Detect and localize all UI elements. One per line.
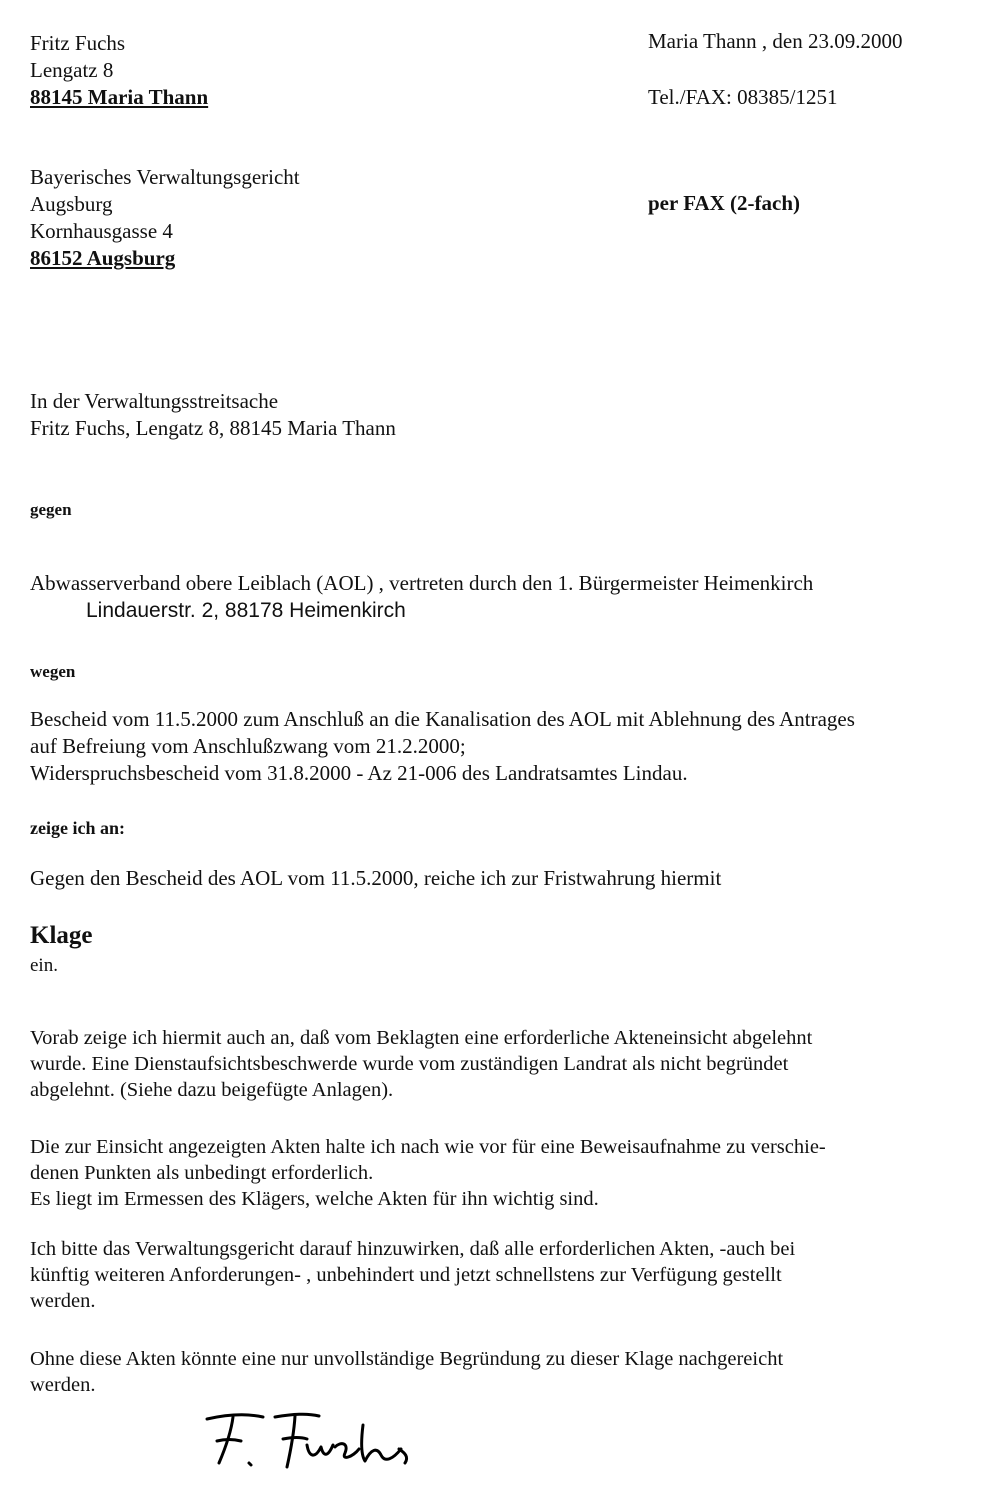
case-plaintiff: Fritz Fuchs, Lengatz 8, 88145 Maria Thann <box>30 416 396 440</box>
recipient-line1: Bayerisches Verwaltungsgericht <box>30 165 300 189</box>
klage-heading: Klage <box>30 922 93 949</box>
recipient-street: Kornhausgasse 4 <box>30 219 173 243</box>
defendant-line1: Abwasserverband obere Leiblach (AOL) , vertreten durch den 1. Bürgermeister Heimenkirch <box>30 571 814 595</box>
regarding-block <box>30 706 855 787</box>
paragraph-line: künftig weiteren Anforderungen- , unbehindert und jetzt schnellstens zur Verfügung gestellt <box>30 1264 782 1286</box>
paragraph-line: Die zur Einsicht angezeigten Akten halte ich nach wie vor für eine Beweisaufnahme zu verschie- <box>30 1136 826 1158</box>
tel-fax-line: Tel./FAX: 08385/1251 <box>648 85 838 109</box>
paragraph-line: werden. <box>30 1290 96 1312</box>
defendant-block <box>30 570 813 624</box>
handwritten-signature <box>195 1405 425 1475</box>
paragraph-evidence <box>30 1134 826 1212</box>
sender-city: 88145 Maria Thann <box>30 85 209 109</box>
paragraph-line: denen Punkten als unbedingt erforderlich. <box>30 1162 374 1184</box>
case-intro: In der Verwaltungsstreitsache <box>30 389 279 413</box>
sender-name: Fritz Fuchs <box>30 31 126 55</box>
paragraph-line: wurde. Eine Dienstaufsichtsbeschwerde wurde vom zuständigen Landrat als nicht begründet <box>30 1053 789 1075</box>
statement-line: Gegen den Bescheid des AOL vom 11.5.2000, reiche ich zur Fristwahrung hiermit <box>30 866 722 890</box>
ein-line: ein. <box>30 955 58 976</box>
recipient-city: 86152 Augsburg <box>30 246 176 270</box>
case-reference <box>30 388 396 442</box>
regarding-line1: Bescheid vom 11.5.2000 zum Anschluß an die Kanalisation des AOL mit Ablehnung des Antrages <box>30 707 855 731</box>
recipient-line2: Augsburg <box>30 192 113 216</box>
paragraph-access <box>30 1025 812 1103</box>
paragraph-line: Ich bitte das Verwaltungsgericht darauf hinzuwirken, daß alle erforderlichen Akten, -auch bei <box>30 1238 796 1260</box>
delivery-note: per FAX (2-fach) <box>648 191 801 215</box>
announce-label: zeige ich an: <box>30 818 125 838</box>
defendant-address: Lindauerstr. 2, 88178 Heimenkirch <box>86 599 406 622</box>
paragraph-line: Ohne diese Akten könnte eine nur unvollständige Begründung zu dieser Klage nachgereicht <box>30 1348 784 1370</box>
paragraph-line: Vorab zeige ich hiermit auch an, daß vom Beklagten eine erforderliche Akteneinsicht abgelehnt <box>30 1027 813 1049</box>
regarding-label: wegen <box>30 662 76 681</box>
sender-address <box>30 30 208 111</box>
paragraph-line: Es liegt im Ermessen des Klägers, welche Akten für ihn wichtig sind. <box>30 1188 599 1210</box>
paragraph-line: abgelehnt. (Siehe dazu beigefügte Anlagen). <box>30 1079 394 1101</box>
date-line: Maria Thann , den 23.09.2000 <box>648 29 903 53</box>
recipient-address <box>30 164 300 272</box>
paragraph-line: werden. <box>30 1374 96 1396</box>
paragraph-request <box>30 1236 795 1314</box>
paragraph-closing <box>30 1346 783 1398</box>
regarding-line3: Widerspruchsbescheid vom 31.8.2000 - Az 21-006 des Landratsamtes Lindau. <box>30 761 688 785</box>
regarding-line2: auf Befreiung vom Anschlußzwang vom 21.2.2000; <box>30 734 466 758</box>
against-label: gegen <box>30 500 72 519</box>
sender-street: Lengatz 8 <box>30 58 114 82</box>
